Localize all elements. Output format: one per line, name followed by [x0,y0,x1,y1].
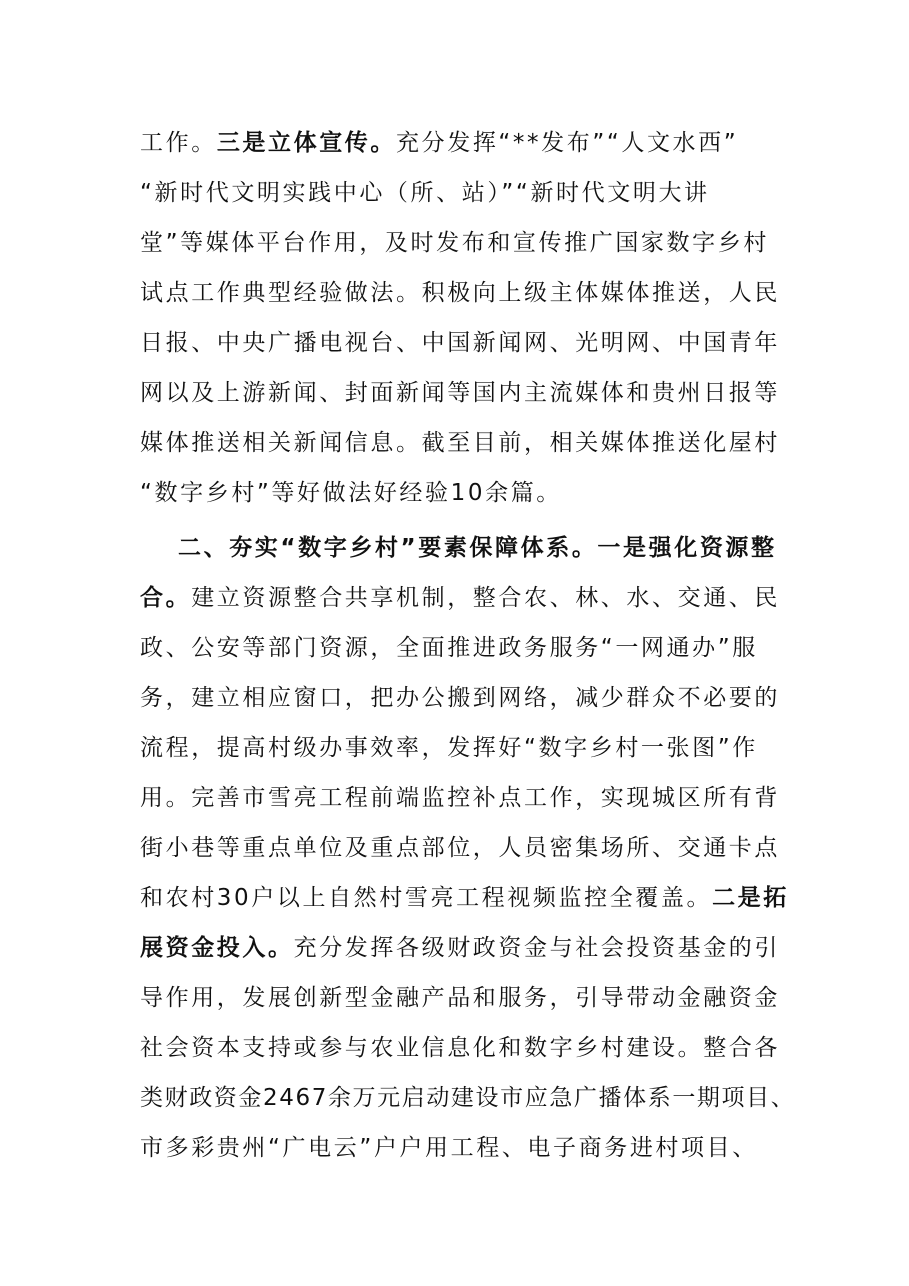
bold-heading: 合。 [140,585,192,611]
text-line [140,123,800,163]
text-line: 试点工作典型经验做法。积极向上级主体媒体推送，人民 [140,280,780,306]
bold-heading: 二是拓 [712,885,789,911]
text-line: 堂”等媒体平台作用，及时发布和宣传推广国家数字乡村 [140,230,769,256]
text-span: 建立资源整合共享机制，整合农、林、水、交通、民 [191,585,781,611]
text-span: 充分发挥“**发布”“人文水西” [396,130,739,156]
text-span: 工作。 [140,130,217,156]
text-line: 网以及上游新闻、封面新闻等国内主流媒体和贵州日报等 [140,380,780,406]
text-line: “数字乡村”等好做法好经验10余篇。 [140,480,562,506]
text-span: 充分发挥各级财政资金与社会投资基金的引 [293,935,781,961]
text-line: “新时代文明实践中心（所、站）”“新时代文明大讲 [140,180,710,206]
text-line: 街小巷等重点单位及重点部位，人员密集场所、交通卡点 [140,835,780,861]
text-line: 务，建立相应窗口，把办公搬到网络，减少群众不必要的 [140,685,780,711]
text-line [140,928,800,968]
text-line: 媒体推送相关新闻信息。截至目前，相关媒体推送化屋村 [140,430,780,456]
text-line: 社会资本支持或参与农业信息化和数字乡村建设。整合各 [140,1035,780,1061]
text-line: 日报、中央广播电视台、中国新闻网、光明网、中国青年 [140,330,780,356]
text-line [140,878,800,918]
bold-heading: 三是立体宣传。 [216,130,397,156]
text-line: 流程，提高村级办事效率，发挥好“数字乡村一张图”作 [140,735,758,761]
text-line: 市多彩贵州“广电云”户户用工程、电子商务进村项目、 [140,1135,758,1161]
section-heading: 二、夯实“数字乡村”要素保障体系。一是强化资源整 [178,535,777,561]
text-line: 政、公安等部门资源，全面推进政务服务“一网通办”服 [140,635,758,661]
text-span: 和农村30户以上自然村雪亮工程视频监控全覆盖。 [140,885,713,911]
text-line: 类财政资金2467余万元启动建设市应急广播体系一期项目、 [140,1085,796,1111]
text-line [140,578,800,618]
text-line: 导作用，发展创新型金融产品和服务，引导带动金融资金 [140,985,780,1011]
bold-heading: 展资金投入。 [140,935,294,961]
text-line: 用。完善市雪亮工程前端监控补点工作，实现城区所有背 [140,785,780,811]
